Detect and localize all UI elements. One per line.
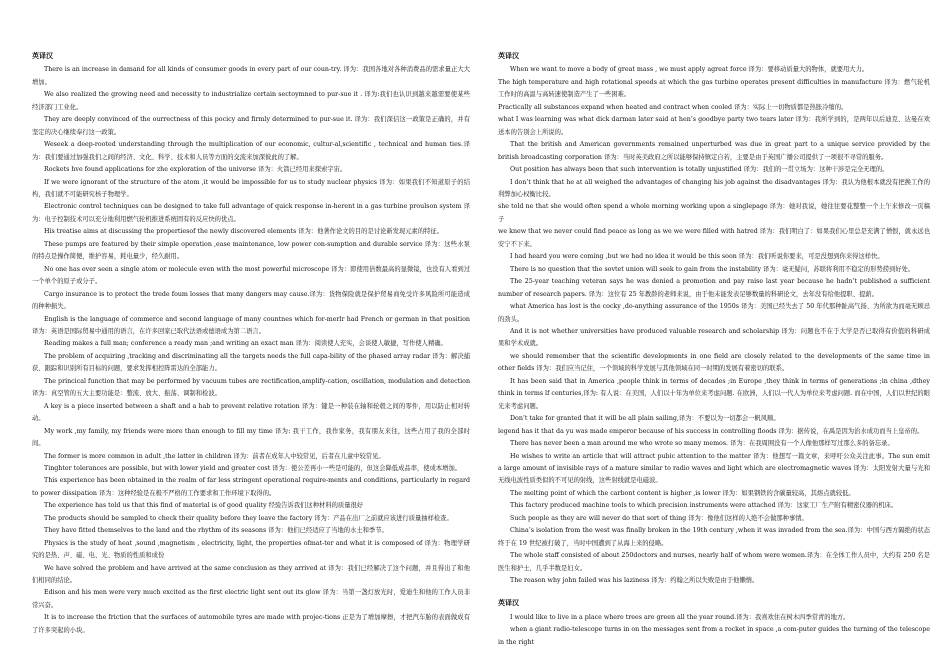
right-column — [498, 50, 930, 649]
paragraph: That the british and American governments remained unperturbed was due in great part to a unique service provided by the british broadcasting corporation 译为：当时英美政府之所以能够保持镇定自若，主要是由于英国广播公司提供了一项很不寻常的服务。 — [498, 141, 930, 161]
paragraph: When we want to move a body of great mass , we must apply agreat force 译为：要移动质量大的物体，就要用大力。 — [510, 66, 869, 74]
paragraph: Practically all substances expand when heated and contract when cooled 译为：实际上一切物质都是热胀冷缩的。 — [498, 103, 848, 111]
paragraph: Reading makes a full man; conference a ready man ;and writing an exact man 译为：阅读使人充实，会谈使人敏捷，写作使人精确。 — [44, 340, 447, 348]
paragraph: we should remember that the scientific developments in one field are closely related to the developments of the same time in other fields 译为：我们应当记住，一个领域的科学发展与其他领域在同一时期的发展有着密切的联系。 — [498, 352, 930, 373]
paragraph: Physics is the study of heat ,sound ,magnetism , electricity, light, the properties ofmat-ter and what it is composed of 译为：物理学研究的是热、声、磁、电、光、物质的性质和成份 — [32, 539, 470, 560]
paragraph: If we were ignorant of the structure of the atom ,it would be impossible for us to study nuclear physics 译为：如果我们不知道原子的结构，我们就不可能研究核子物理学。 — [32, 178, 470, 198]
paragraph: And it is not whether universities have produced valuable research and scholarship 译为：问题也不在于大学是否已取得有价值的科研成果和学术成就。 — [498, 327, 930, 348]
paragraph: They are deeply convinced of the ourrectness of this pocicy and firmly determined to pur-sue it. 译为：我们深信这一政策是正确的，并有坚定的决心继续奉行这一政策。 — [32, 116, 470, 136]
paragraph: We have solved the problem and have arrived at the same conclusion as they arrived at 译为：我们已经解决了这个问题，并且得出了和他们相同的结论。 — [32, 564, 470, 585]
paragraph: Edison and his men were very much excited as the first electric light sent out its glow 译为：当第一盏灯放光时，爱迪生和他的工作人员非常兴奋。 — [32, 589, 470, 609]
paragraph: The melting point of which the carbont content is higher ,is lower 译为：如果钢铁的含碳量较高，其熔点就较低。 — [510, 489, 855, 497]
paragraph: Weseek a deep-rooted understanding through the multiplication of our economic, cultur-al,scientific , technical and human ties.译为：我们要通过加强我们之间的经济、文化、科学、技术和人员等方面的交流来加深彼此的了解。 — [32, 141, 470, 161]
paragraph: Electronic control techniques can be designed to take full advantage of quick response in-herent in a gas turbine proulson system 译为：电子控制技术可以充分地利用燃气轮机推进系统固有的反应快的优点。 — [32, 203, 470, 223]
paragraph: The products should be sampled to check their quality before they leave the factory 译为：产品在出厂之前就应该进行质量抽样检查。 — [44, 514, 453, 522]
paragraph: when a giant radio-telescope turns in on the messages sent from a rocket in space ,a com-puter guides the turning of the telescope in the right — [498, 626, 931, 646]
paragraph: It has been said that in America ,people think in terms of decades ;in Europe ,they think in terms of generations ;in china ,dthey think in terms lf centuries,译为: 有人说：在美国，人们以十年为单位来考虑问题. 在欧洲，人们以一代人为单位来考虑问题. 而在中国，人们以世纪的眼光来考虑问题。 — [498, 377, 930, 410]
paragraph: These pumps are featured by their simple operation ,ease maintenance, low power con-sumption and durable service 译为：这些水泵的特点是操作简便，维护容易，耗电量少，经久耐用。 — [32, 240, 470, 261]
paragraph: Cargo insurance is to protect the trede foum losses that many dangers may cause.译为：货物保险就是保护贸易商免受许多风险所可能造成的种种损失。 — [32, 290, 470, 311]
paragraph-list-2 — [498, 612, 930, 649]
paragraph: Don’t take for granted that it will be all plain sailing,译为：不要以为一切都会一帆风顺。 — [510, 415, 780, 423]
paragraph: what I was learning was what dick darman later said at hen’s goodbye party two tears later 译为：我所学到的，是两年以后迪克、达曼在欢送本的告别会上所说的。 — [498, 116, 930, 136]
paragraph: Tinghter tolerances are possible, but with lower yield and greater cost 译为：使公差再小一些是可能的，但这会降低成品率，使成本增加。 — [44, 464, 462, 472]
paragraph: My work ,my family, my friends were more than enough to fill my time 译为: 我干工作，我作家务，我有朋友来往，这些占用了我的全部时间。 — [32, 427, 470, 448]
paragraph: There is an increase in damand for all kinds of consumer goods in every part of our coun-try. 译为：我国各地对各种消费品的需求量正大大增加。 — [32, 66, 470, 86]
paragraph: she told ne that she would often spend a whole morning working upon a singlepage 译为：她对我说，她往往要花整整一个上午来修改一页稿子 — [498, 203, 930, 223]
paragraph: There has never been a man around me who wrote so many memos. 译为：在我周围没有一个人像他那样写过那么多的备忘录。 — [510, 440, 894, 448]
paragraph: The reason why john failed was his laziness 译为：约翰之所以失败是由于他懒惰。 — [510, 577, 759, 585]
paragraph: Rockets hve found applications for zhe exploration of the universe 译为：火箭已经用来探索宇宙。 — [44, 166, 347, 174]
paragraph: The problem of acquiring ,tracking and discriminating all the targets needs the full capa-bility of the phased array radar 译为：解决捕获、跟踪和识别所有目标的问题，要求发挥相控阵雷达的全部能力。 — [32, 352, 470, 373]
section-heading-2: 英译汉 — [498, 598, 519, 608]
paragraph: what America has lost is the cocky ,do-anything assurance of the 1950s 译为：美国已经失去了 50 年代那种趾高气扬、为所欲为而毫无顾忌的劲头。 — [498, 303, 930, 323]
paragraph: I don’t think that he at all weighed the advantages of changing his job against the disadvantages 译为：我认为他根本就没有把换工作的利弊加心权衡比较。 — [498, 178, 930, 198]
paragraph: He wishes to write an article that will attract pubic attention to the matter 译为：他想写一篇文章，来呼吁公众关注此事。The sun emit a large amount of invisible rays of a mature similar to radio waves and light which are electromagnetic waves 译为：太阳发射大量与光和无线电波性质类似的不可见的射线，这些射线就是电磁波。 — [498, 452, 930, 485]
section-heading: 英译汉 — [498, 51, 519, 60]
paragraph: The 25-year teaching veteran says he was denied a promotion and pay raise last year because he hadn’t published a sufficient number of research papers. 译为：这位有 25 年教龄的老师来说，由于他未能发表足够数量的科研论文，去年没有给他提职、提薪。 — [498, 278, 930, 298]
paragraph: His treatise aims at discussing the propertiesof the newly discovered elements 译为：他著作论文的目的是讨论新发现元素的特征。 — [44, 228, 444, 236]
paragraph: Out position has always been that such intervention is totally unjustified 译为：我们的一贯立场为：这种干涉是完全无理的。 — [510, 166, 889, 174]
paragraph: It is to increase the friction that the surfaces of automobile tyres are made with projec-tions 正是为了增加摩擦，才把汽车胎的表面做成有了许多突起的小块。 — [32, 614, 470, 634]
paragraph: The experience has told us that this find of material is of good quality 经验告诉我们这种材料的质量很好 — [44, 502, 364, 510]
paragraph: We also realized the growing need and necessity to industrialize certain sectoymned to pur-sue it . 译为:我们也认识到越来越需要使某些经济部门工业化。 — [32, 91, 470, 111]
paragraph: China’s isolation from the west was finally broken in the 19th century ,when it was invaded from the sea.译为：中国与西方隔绝的状态终于在 19 世纪被打破了，当时中国遭到了从海上来的侵略。 — [498, 527, 930, 547]
paragraph: They have fitted themselves to the land and the rhythm of its seasons 译为：他们已经适应了当地的水土和季节。 — [44, 527, 388, 535]
paragraph: I had heard you were coming ,but we had no idea it would be this soon 译为：我们听说你要来，可是没想到你来得这样快。 — [510, 253, 884, 261]
paragraph: we knew that we never could find peace as long as we we were filled with hatred 译为：我们明白了：如果我们心里总是充满了憎恨，就永远也安宁不下来。 — [498, 228, 930, 248]
paragraph: The princical function that may be performed by vacuum tubes are rectification,amplify-cation, oscillation, modulation and detection 译为：真空管的五大主要功能是：整流、放大、振荡、调制和检波。 — [32, 377, 470, 398]
paragraph: English is the language of commerce and second language of many countnes which for-merlr had French or german in that position 译为：英语是国际贸易中通用的语言，在许多回家已取代法语或德语成为第二语言。 — [32, 315, 470, 335]
paragraph: There is no question that the sovtet union will seek to gain from the instability 译为：毫无疑问，苏联将利用不稳定的形势捞到好处。 — [510, 265, 915, 273]
section-heading: 英译汉 — [32, 51, 53, 60]
paragraph-list — [498, 64, 930, 587]
paragraph: The former is more common in adult ,the latter in children 译为：前者在成年人中较常见，后者在儿童中较常见。 — [44, 452, 385, 460]
paragraph-list — [32, 64, 470, 637]
paragraph: The high temperature and high rotational speeds at which the gas turbine operates present difficulties in manufacture 译为：燃气轮机工作时的高温与高转速使制造产生了一些困难。 — [498, 78, 930, 99]
left-column — [32, 50, 470, 637]
paragraph: A key is a piece inserted between a shaft and a hab to prevent relative rotation 译为：键是一种装在轴和轮毂之间的零件，用以防止相对转动。 — [32, 402, 470, 423]
paragraph: The whole staff consisted of about 250doctors and nurses, nearly half of whom were women.译为：在全体工作人员中，大约有 250 名是医生和护士，几乎半数是妇女。 — [498, 552, 930, 572]
paragraph: legend has it that da yu was made emperor because of his success in controlling floods 译为：据传说，在禹是因为治水成功而当上皇帝的。 — [498, 427, 924, 435]
paragraph: I would like to live in a place where trees are green all the year round.译为：我喜欢住在树木四季常青的地方。 — [510, 613, 850, 621]
paragraph: This factory produced machine tools to which precision instruments were attached 译为：这家工厂生产附有精密仪器的机床。 — [510, 502, 898, 510]
paragraph: No one has ever seen a single atom or molecule even with the most powerful microscope 译为：即使用倍数最高的显微镜，也没有人看到过一个单个的原子或分子。 — [32, 265, 470, 286]
paragraph: Such people as they are will never do that sort of thing 译为：像他们这样的人绝不会做那种事情。 — [510, 514, 808, 522]
paragraph: This experience has been obtained in the realm of far less stringent operational require-ments and conditions, particularly in regard to power dissipation 译为：这种经验是在极不严格的工作要求和工作环境下取得的。 — [32, 477, 470, 497]
